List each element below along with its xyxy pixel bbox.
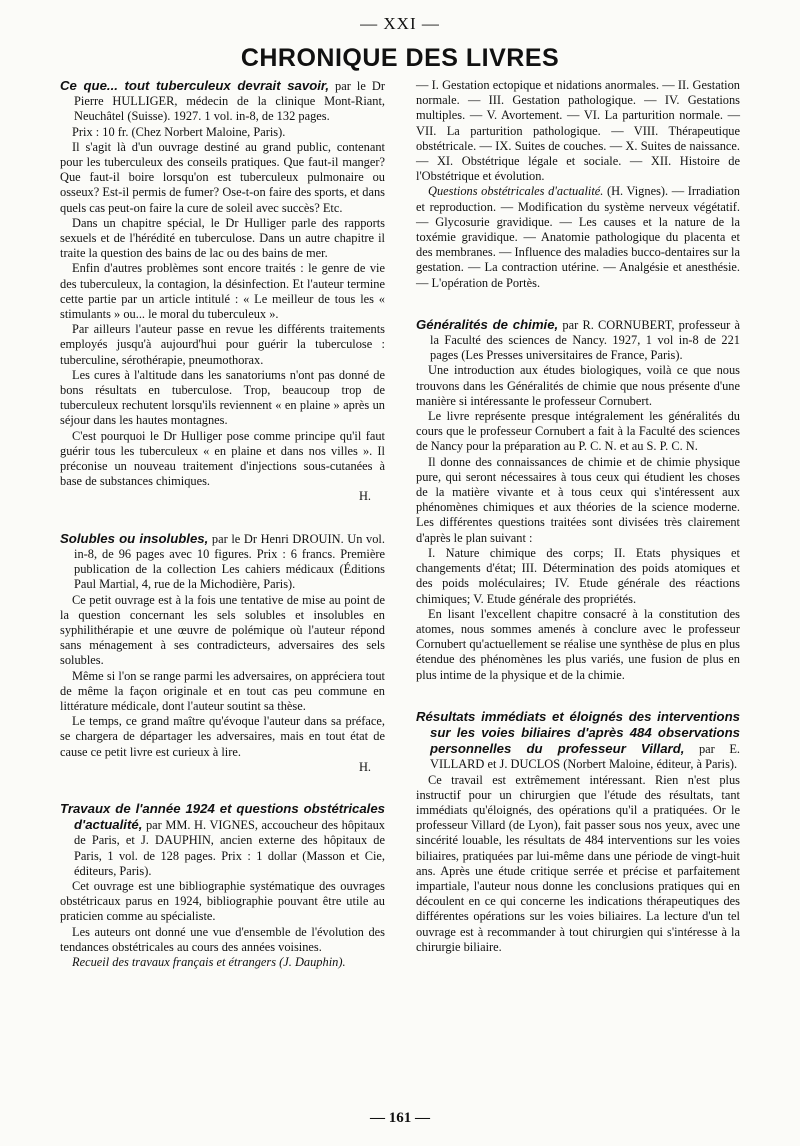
paragraph: Les cures à l'altitude dans les sanatoriums n'ont pas donné de bons résultats en tuberculose. Trop, beaucoup trop de tuberculeux rechutent lorsqu'ils reviennent « en plaine » après un séjour dans les hautes montagnes. (60, 367, 385, 428)
paragraph: Le livre représente presque intégralement les généralités du cours que le professeur Cornubert a fait à la Faculté des sciences de Nancy pour la préparation au P. C. N. et au S. P. C. N. (416, 409, 740, 454)
review-title: Travaux de l'année 1924 et questions obstétricales d'actualité, (60, 800, 385, 833)
paragraph: Ce travail est extrêmement intéressant. Rien n'est plus instructif pour un chirurgien que l'étude des résultats, tant immédiats qu'éloignés, des opérations qu'il a pratiquées. Or le professeur Villard (de Lyon), fait passer sous nos yeux, avec une sincérité louable, les résultats de 484 interventions sur les voies biliaires, pratiquées par lui-même dans une période de vingt-huit ans. Après une étude critique serrée et précise et parfaitement impartiale, l'auteur nous donne les conclusions pratiques qui en découlent en ce qui concerne les indications thérapeutiques des différentes opérations sur les voies biliaires. La lecture d'un tel ouvrage est à recommander à tout chirurgien qui s'intéresse à la chirurgie biliaire. (416, 772, 740, 954)
review-meta: Dr Pierre HULLIGER, médecin de la clinique Mont-Riant, Neuchâtel (Suisse). 1927. 1 vol. in-8, de 132 pages. (74, 79, 385, 124)
review-tuberculeux (60, 78, 385, 505)
review-byline: par E. VILLARD et J. DUCLOS (Norbert Maloine, éditeur, à Paris). (430, 742, 740, 772)
paragraph: Enfin d'autres problèmes sont encore traités : le genre de vie des tuberculeux, la contagion, la désinfection. Et l'auteur termine cette partie par un article intitulé : « Le meilleur de tous les « stimulants » ou... le moral du tuberculeux ». (60, 261, 385, 322)
review-title: Solubles ou insolubles, (60, 530, 209, 546)
paragraph: Il donne des connaissances de chimie et de chimie physique pure, qui seront nécessaires à tous ceux qui étudient les choses de la matière vivante et à tous ceux qui s'intéressent aux phénomènes chimiques et aux théories de la science moderne. Les différentes questions traitées sont divisées très clairement d'après le plan suivant : (416, 454, 740, 545)
review-title: Ce que... tout tuberculeux devrait savoir, (60, 78, 329, 93)
review-voies-biliaires (416, 709, 740, 955)
paragraph: Les auteurs ont donné une vue d'ensemble de l'évolution des tendances obstétricales au cours des années voisines. (60, 924, 385, 954)
section-heading: Recueil des travaux français et étrangers (J. Dauphin). (72, 954, 346, 969)
right-column (416, 78, 740, 955)
review-byline: par le (335, 79, 366, 93)
contents-list: — I. Gestation ectopique et nidations anormales. — II. Gestation normale. — III. Gestation pathologique. — IV. Gestations multiples. — V. Avortement. — VI. La parturition normale. — VII. La parturition pathologique. — VIII. Thérapeutique obstétricale. — IX. Suites de couches. — X. Suites de naissance. — XI. Obstétrique légale et sociale. — XII. Histoire de l'Obstétrique et évolution. (416, 78, 740, 184)
review-meta: Un vol. in-8, de 96 pages avec 10 figures. Prix : 6 francs. Première publication de la collection Les cahiers médicaux (Éditions Paul Martial, 4, rue de la Michodière, Paris). (74, 531, 385, 592)
paragraph: Une introduction aux études biologiques, voilà ce que nous trouvons dans les Généralités de chimie que nous présente d'une manière si intéressante le professeur Cornubert. (416, 363, 740, 408)
page-title: CHRONIQUE DES LIVRES (240, 44, 560, 72)
review-byline: par le Dr Henri DROUIN. (211, 531, 344, 546)
paragraph: Ce petit ouvrage est à la fois une tentative de mise au point de la question concernant les sels solubles et insolubles en syphilithérapie et une œuvre de polémique où l'auteur répond sans ménagement à ses contradicteurs, adversaires des sels solubles. (60, 592, 385, 668)
review-solubles (60, 531, 385, 775)
paragraph: En lisant l'excellent chapitre consacré à la constitution des atomes, nous sommes amenés à conclure avec le professeur Cornubert qu'actuellement se réalise une synthèse de plus en plus étendue des phénomènes les plus variés, une fusion de plus en plus intime de la physique et de la chimie. (416, 606, 740, 682)
paragraph: Même si l'on se range parmi les adversaires, on appréciera tout de même la façon originale et en tout cas peu commune en littérature médicale, dont l'auteur soutint sa thèse. (60, 668, 385, 713)
left-column (60, 78, 385, 970)
contents-list: (H. Vignes). — Irradiation et reproduction. — Modification du système nerveux végétatif. — Glycosurie gravidique. — Les causes et la nature de la toxémie gravidique. — Anatomie pathologique du placenta et des membranes. — Influence des maladies bucco-dentaires sur la gestation. — La contraction utérine. — Analgésie et anesthésie. — L'opération de Portès. (416, 184, 740, 290)
review-signature: H. (358, 759, 371, 774)
paragraph: Il s'agit là d'un ouvrage destiné au grand public, contenant pour les tuberculeux des conseils pratiques. Que faut-il manger? Que faut-il boire lorsqu'on est tuberculeux pulmonaire ou osseux? Est-il permis de fumer? Ose-t-on faire des sports, et dans quels cas peut-on faire la cure de soleil avec succès? Etc. (60, 139, 385, 215)
paragraph: Cet ouvrage est une bibliographie systématique des ouvrages obstétricaux parus en 1924, bibliographie pouvant être utile au praticien comme au spécialiste. (60, 878, 385, 924)
review-title: Résultats immédiats et éloignés des interventions sur les voies biliaires d'après 484 observations personnelles du professeur Villard, (416, 708, 740, 757)
review-byline: par R. CORNUBERT, professeur à la Faculté des sciences de Nancy. 1927, 1 vol in-8 de 221 pages (Les Presses universitaires de France, Paris). (430, 317, 740, 363)
review-title: Généralités de chimie, (416, 316, 559, 332)
paragraph: Par ailleurs l'auteur passe en revue les différents traitements employés jusqu'à aujourd'hui pour guérir la tuberculose : tuberculine, sérothérapie, pneumothorax. (60, 322, 385, 367)
paragraph: Dans un chapitre spécial, le Dr Hulliger parle des rapports sexuels et de l'hérédité en tuberculose. Dans un autre chapitre il traite la question des bains de lac ou des bains de mer. (60, 215, 385, 261)
paragraph: I. Nature chimique des corps; II. Etats physiques et changements d'état; III. Détermination des poids atomiques et des poids moléculaires; IV. Etude générale des réactions chimiques; V. Etude générale des propriétés. (416, 545, 740, 606)
paragraph: Le temps, ce grand maître qu'évoque l'auteur dans sa préface, se chargera de départager les adversaires, mais en tout état de cause ce petit livre est curieux à lire. (60, 714, 385, 759)
review-signature: H. (358, 489, 371, 504)
review-byline: par MM. H. VIGNES, accoucheur des hôpitaux de Paris, et J. DAUPHIN, ancien externe des hôpitaux de Paris, 1 vol. de 128 pages. Prix : 1 dollar (Masson et Cie, éditeurs, Paris). (74, 818, 385, 878)
section-heading: Questions obstétricales d'actualité. (428, 184, 604, 199)
review-price: Prix : 10 fr. (Chez Norbert Maloine, Paris). (72, 124, 286, 139)
paragraph: C'est pourquoi le Dr Hulliger pose comme principe qu'il faut guérir tous les tuberculeux « en plaine et dans nos villes ». Il préconise un nouveau traitement d'injections sous-cutanées à base de substances chimiques. (60, 428, 385, 489)
page-number: — 161 — (370, 1110, 430, 1126)
review-travaux-1924 (60, 801, 385, 970)
review-chimie (416, 317, 740, 683)
roman-page-number: — XXI — (360, 14, 440, 33)
